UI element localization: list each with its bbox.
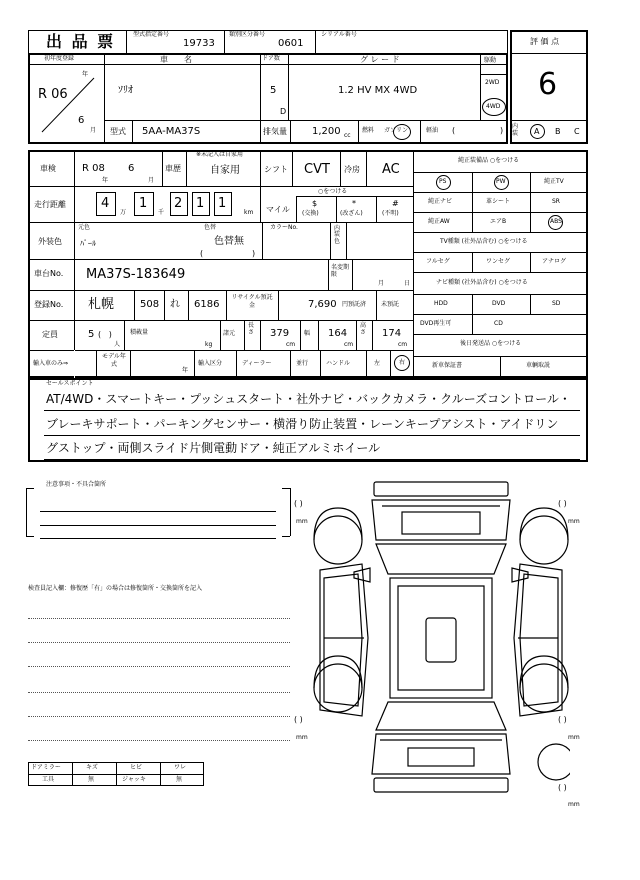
header-box [28, 30, 508, 54]
recycle-label: リサイクル預託金 [231, 294, 273, 310]
sales-line: グストップ・両側スライド片側電動ドア・純正アルミホイール [46, 441, 381, 455]
first-reg-value: R 06 [38, 87, 68, 102]
navi-header: ナビ種類 (社外品含む) ○をつける [436, 279, 528, 286]
drive-2wd: 2WD [485, 79, 500, 86]
handle-label: ハンドル [326, 360, 351, 367]
first-reg-label: 初年度登録 [44, 55, 75, 62]
reg-class: 508 [140, 299, 160, 310]
left-label: 左 [374, 360, 381, 367]
reg-number: 6186 [194, 299, 220, 310]
docs-header: 後日発送品 ○をつける [460, 340, 522, 347]
reg-city: 札幌 [88, 297, 115, 312]
chassis-label: 車台No. [34, 269, 64, 278]
fuel-label: 燃料 [362, 127, 375, 134]
dims-label: 諸元 [223, 330, 236, 337]
grade-value: 1.2 HV MX 4WD [338, 85, 418, 96]
displacement-label: 排気量 [263, 127, 287, 136]
model-spec-label: 型式指定番号 [133, 31, 170, 38]
ac-value: AC [382, 162, 400, 177]
page-title: 出 品 票 [46, 32, 116, 51]
right-label: 右 [399, 359, 406, 366]
score-label: 評 価 点 [530, 37, 560, 46]
mileage-digit: 1 [196, 196, 205, 211]
ac-label: 冷房 [344, 165, 360, 174]
first-reg-month: 6 [78, 115, 85, 126]
inspection-label: 車検 [40, 164, 56, 173]
unpaid-label: 未預託 [381, 301, 400, 308]
type-value: 5AA-MA37S [142, 126, 201, 137]
first-reg-month-unit: 月 [90, 127, 97, 134]
mileage-digit: 4 [101, 196, 110, 211]
width-value: 164 [328, 328, 348, 339]
fuel-circle [393, 124, 411, 140]
sales-line: ブレーキサポート・パーキングセンサー・横滑り防止装置・レーンキープアシスト・アイドリン [46, 417, 559, 431]
fuel-value: ガソリン [384, 127, 409, 134]
cc-unit: cc [344, 132, 351, 139]
diesel-label: 軽油 [426, 127, 439, 134]
serial-label: シリアル番号 [321, 31, 357, 38]
drive-4wd: 4WD [486, 103, 501, 110]
circle-note: ○をつける [318, 188, 348, 195]
displacement-value: 1,200 [312, 126, 341, 137]
interior-c: C [574, 127, 580, 136]
mileage-digit: 2 [174, 196, 183, 211]
model-year-label: モデル年式 [102, 353, 126, 368]
mile-label: マイル [266, 205, 290, 214]
shift-value: CVT [304, 162, 330, 177]
history-note: ※未記入は自家用 [196, 151, 244, 158]
equipment-header: 純正装備品 ○をつける [458, 157, 520, 164]
type-label: 型式 [110, 127, 126, 136]
door-label: ドア数 [262, 55, 280, 62]
title-change-label: 名変期限 [331, 264, 350, 279]
doors-value: 5 [270, 85, 277, 96]
reg-kana: れ [170, 299, 180, 310]
mileage-label: 走行距離 [34, 200, 66, 209]
rear-right-wheel [520, 664, 568, 712]
rear-left-wheel [314, 664, 362, 712]
height-value: 174 [382, 328, 402, 339]
class-label: 類別区分番号 [229, 31, 266, 38]
dealer-label: ディーラー [242, 360, 272, 367]
length-value: 379 [270, 328, 290, 339]
score-value: 6 [538, 67, 558, 102]
grade-label: グ レ ー ド [360, 55, 400, 64]
first-reg-year-unit: 年 [82, 71, 89, 78]
tire-bracket-fr: ( ) [558, 499, 567, 508]
mileage-digit: 1 [218, 196, 227, 211]
car-name-label: 車 名 [160, 55, 192, 64]
front-right-wheel [520, 516, 568, 564]
model-spec-value: 19733 [183, 38, 215, 49]
original-color-value: ﾊﾟｰﾙ [80, 239, 96, 248]
reg-label: 登録No. [34, 300, 64, 309]
load-label: 積載量 [130, 329, 149, 336]
history-value: 自家用 [210, 165, 240, 176]
spare-wheel [538, 744, 570, 780]
interior-a: A [534, 127, 540, 136]
interior-color-label: 内装色 [334, 225, 341, 245]
drive-label: 駆動 [484, 57, 497, 64]
interior-label: 内装 [512, 123, 519, 137]
front-left-wheel [314, 516, 362, 564]
sales-point-label: セールスポイント [46, 380, 94, 387]
sales-line: AT/4WD・スマートキー・プッシュスタート・社外ナビ・バックカメラ・クルーズコントロール・ [46, 392, 571, 406]
color-change-value: 色替無 [214, 236, 244, 247]
car-name-value: ｿﾘｵ [118, 85, 133, 96]
capacity-value: 5 [88, 329, 95, 340]
mileage-digit: 1 [139, 196, 148, 211]
car-damage-diagram [310, 478, 570, 808]
import-label: 輸入車のみ⇒ [33, 360, 69, 367]
parallel-label: 並行 [296, 360, 309, 367]
inspection-month: 6 [128, 163, 135, 174]
tire-bracket-fl: ( ) [294, 499, 303, 508]
shift-label: シフト [264, 165, 288, 174]
capacity-label: 定員 [42, 330, 58, 339]
tv-header: TV種類 (社外品含む) ○をつける [440, 238, 528, 245]
import-type-label: 輸入区分 [198, 360, 223, 367]
tire-bracket-rl: ( ) [294, 715, 303, 724]
notes-label: 注意事項・不具合箇所 [46, 481, 107, 488]
tire-bracket-rr: ( ) [558, 715, 567, 724]
inspection-value: R 08 [82, 163, 105, 174]
exterior-label: 外装色 [38, 237, 62, 246]
chassis-value: MA37S-183649 [86, 267, 186, 282]
inspector-label: 検査員記入欄：修復歴「有」の場合は修復箇所・交換箇所を記入 [28, 585, 203, 592]
recycle-value: 7,690 [308, 299, 337, 310]
tire-bracket-spare: ( ) [558, 783, 567, 792]
door-type-value: D [280, 107, 287, 116]
history-label: 車歴 [165, 164, 181, 173]
interior-b: B [555, 127, 561, 136]
class-value: 0601 [278, 38, 304, 49]
